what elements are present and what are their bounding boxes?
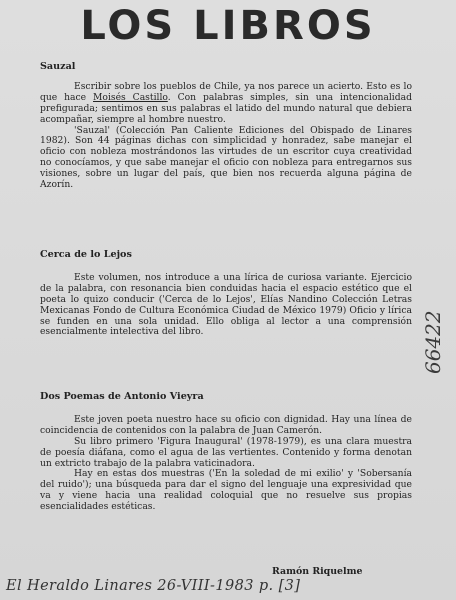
handwritten-side-text: 66422 [421, 310, 445, 374]
handwritten-source-note: El Heraldo Linares 26-VIII-1983 p. [3] [6, 578, 301, 594]
section-cerca-de-lo-lejos [40, 250, 412, 338]
paragraph [40, 273, 412, 338]
author-signature: Ramón Riquelme [272, 566, 363, 577]
paragraph-text: . Con palabras simples, sin una intencionalidad prefigurada; sentimos en sus palabras el latido del mundo natural que debiera acompañar, siempre al hombre nuestro. [40, 91, 412, 125]
paragraph [40, 126, 412, 191]
paragraph [40, 437, 412, 470]
section-dos-poemas [40, 392, 412, 513]
section-sauzal [40, 62, 412, 191]
section-heading: Dos Poemas de Antonio Vieyra [40, 391, 204, 402]
paragraph-text: 'Sauzal' (Colección Pan Caliente Ediciones del Obispado de Linares 1982). Son 44 páginas dichas con simplicidad y honradez, sabe manejar el oficio con nobleza mostrándonos las virtudes de un escritor cuya creatividad no conocíamos, y que sabe manejar el oficio con nobleza para entregarnos sus visiones, sobre un lugar del país, que bien nos recuerda alguna página de Azorín. [40, 124, 412, 191]
paragraph-text: Hay en estas dos muestras ('En la soledad de mi exilio' y 'Sobersanía del ruido'); una búsqueda para dar el signo del lenguaje una expresividad que va y viene hacia una realidad coloquial que no resuelve sus propias esencialidades estéticas. [40, 468, 412, 513]
paragraph-text: Su libro primero 'Figura Inaugural' (1978-1979), es una clara muestra de poesía diáfana, como el agua de las vertientes. Contenido y forma denotan un extricto trabajo de la palabra vaticinadora. [40, 435, 412, 469]
handwritten-side-note [418, 248, 448, 378]
section-heading: Cerca de lo Lejos [40, 249, 132, 260]
paragraph [40, 469, 412, 513]
paragraph-text: Escribir sobre los pueblos de Chile, ya nos parece un acierto. Esto es lo que hace [40, 80, 412, 103]
paragraph [40, 82, 412, 126]
paragraph-text: Este joven poeta nuestro hace su oficio con dignidad. Hay una línea de coincidencia de contenidos con la palabra de Juan Camerón. [40, 413, 412, 436]
paragraph-text: Este volumen, nos introduce a una lírica de curiosa variante. Ejercicio de la palabra, con resonancia bien conduidas hacia el espacio estético que el poeta lo quizo conducir ('Cerca de lo Lejos', Elías Nandino Colección Letras Mexicanas Fondo de Cultura Económica Ciudad de México 1979) Oficio y lírica se funden en una sola unidad. Ello obliga al lector a una comprensión esencialmente intelectiva del libro. [40, 271, 412, 338]
author-name: Moisés Castillo [93, 91, 168, 103]
page-title: LOS LIBROS [80, 3, 376, 49]
paragraph [40, 415, 412, 437]
section-heading: Sauzal [40, 61, 76, 72]
